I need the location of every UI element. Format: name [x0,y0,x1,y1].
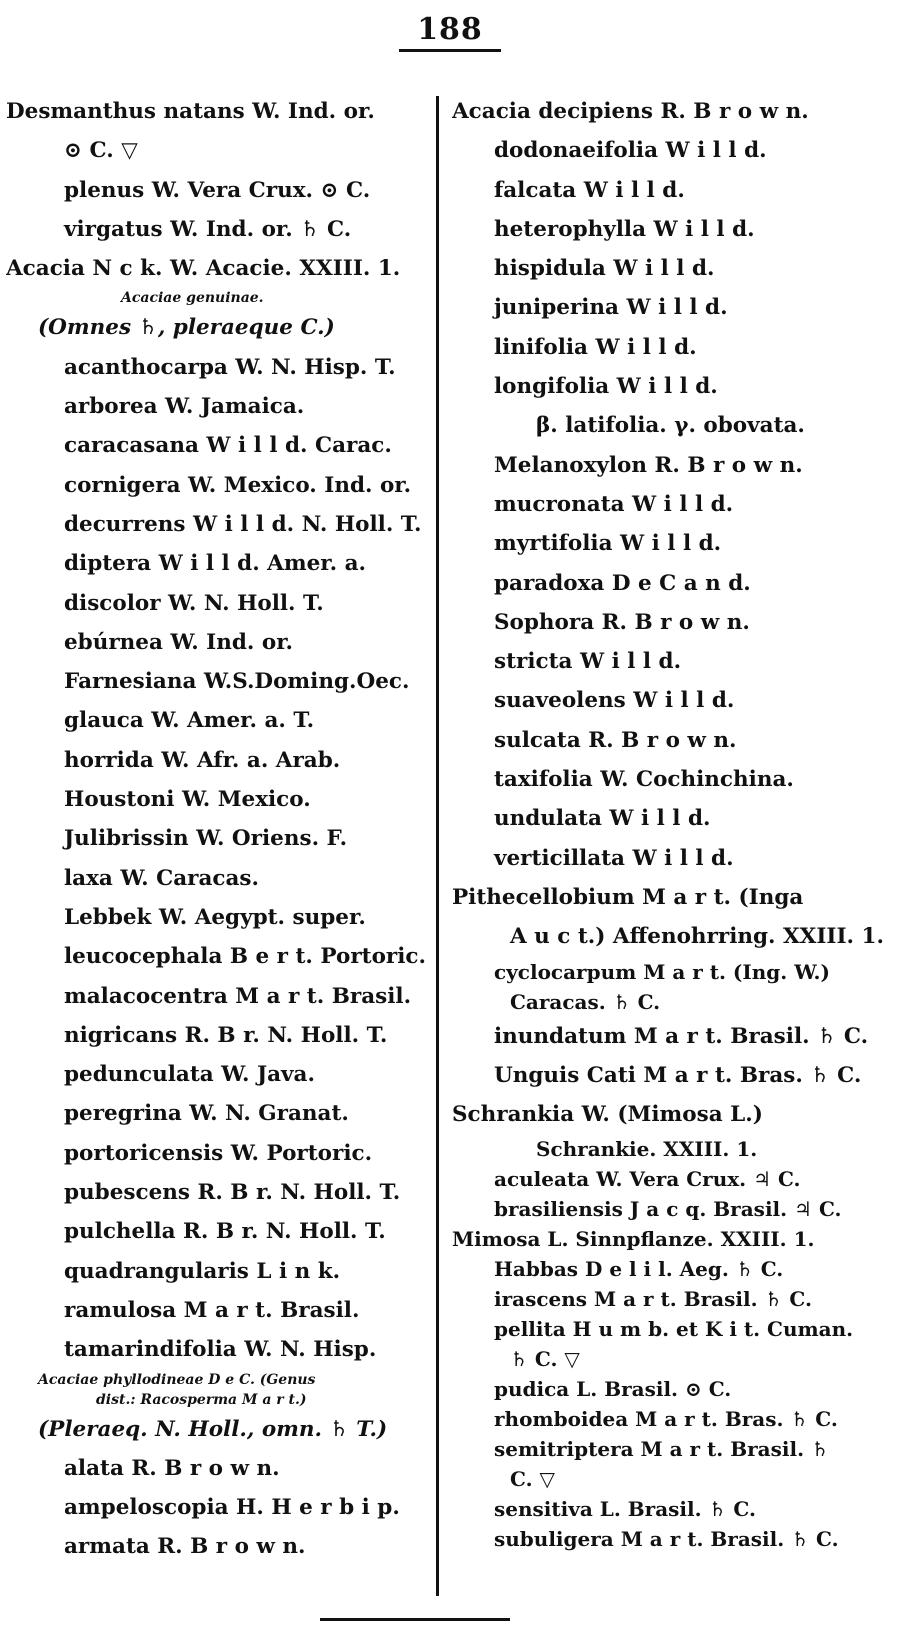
entry-line: armata R. B r o w n. [64,1534,306,1560]
entry-line: Habbas D e l i l. Aeg. ♄ C. [494,1257,784,1282]
entry-line: myrtifolia W i l l d. [494,531,722,557]
entry-line: alata R. B r o w n. [64,1455,280,1481]
entry-line: nigricans R. B r. N. Holl. T. [64,1022,388,1048]
entry-line: longifolia W i l l d. [494,374,718,400]
entry-line: Schrankia W. (Mimosa L.) [452,1102,763,1128]
entry-line: tamarindifolia W. N. Hisp. [64,1337,377,1363]
entry-line: Julibrissin W. Oriens. F. [64,826,348,852]
entry-line: irascens M a r t. Brasil. ♄ C. [494,1287,812,1312]
entry-line: virgatus W. Ind. or. ♄ C. [64,216,352,242]
entry-line: semitriptera M a r t. Brasil. ♄ [494,1437,829,1462]
entry-line: A u c t.) Affenohrring. XXIII. 1. [510,924,884,950]
right-column [452,92,897,1554]
entry-line: leucocephala B e r t. Portoric. [64,944,426,970]
left-column [6,92,436,1567]
entry-line: discolor W. N. Holl. T. [64,590,324,616]
entry-line: acanthocarpa W. N. Hisp. T. [64,354,396,380]
entry-line: dodonaeifolia W i l l d. [494,138,767,164]
entry-line: laxa W. Caracas. [64,865,260,891]
entry-line: verticillata W i l l d. [494,845,734,871]
entry-line: brasiliensis J a c q. Brasil. ♃ C. [494,1197,842,1222]
entry-line: pulchella R. B r. N. Holl. T. [64,1219,386,1245]
entry-line: Lebbek W. Aegypt. super. [64,904,366,930]
entry-line: cyclocarpum M a r t. (Ing. W.) [494,959,830,984]
entry-line: plenus W. Vera Crux. ⊙ C. [64,177,371,203]
entry-line: rhomboidea M a r t. Bras. ♄ C. [494,1407,838,1432]
entry-line: pudica L. Brasil. ⊙ C. [494,1377,732,1402]
footer-rule [320,1618,510,1621]
entry-line: ♄ C. ▽ [510,1347,580,1372]
entry-line: arborea W. Jamaica. [64,394,305,420]
entry-line: stricta W i l l d. [494,649,682,675]
entry-line: Mimosa L. Sinnpflanze. XXIII. 1. [452,1227,815,1252]
entry-line: Schrankie. XXIII. 1. [536,1137,758,1162]
entry-line: quadrangularis L i n k. [64,1258,341,1284]
entry-line: Acaciae phyllodineae D e C. (Genus [38,1371,316,1388]
entry-line: ampeloscopia H. H e r b i p. [64,1495,400,1521]
entry-line: glauca W. Amer. a. T. [64,708,315,734]
entry-line: Desmanthus natans W. Ind. or. [6,99,375,124]
entry-line: β. latifolia. γ. obovata. [536,413,805,439]
entry-line: undulata W i l l d. [494,806,711,832]
entry-line: caracasana W i l l d. Carac. [64,433,392,459]
entry-line: ramulosa M a r t. Brasil. [64,1297,360,1323]
entry-line: subuligera M a r t. Brasil. ♄ C. [494,1527,839,1552]
entry-line: sulcata R. B r o w n. [494,727,737,753]
entry-line: Acaciae genuinae. [121,290,264,307]
entry-line: paradoxa D e C a n d. [494,570,751,596]
entry-line: heterophylla W i l l d. [494,216,755,242]
entry-line: ebúrnea W. Ind. or. [64,629,294,655]
entry-line: pedunculata W. Java. [64,1062,315,1088]
entry-line: (Pleraeq. N. Holl., omn. ♄ T.) [38,1416,388,1442]
entry-line: Farnesiana W.S.Doming.Oec. [64,669,410,695]
entry-line: pellita H u m b. et K i t. Cuman. [494,1317,854,1342]
entry-line: Acacia N c k. W. Acacie. XXIII. 1. [6,256,401,282]
entry-line: Caracas. ♄ C. [510,989,661,1014]
page-header [0,12,900,52]
entry-line: Sophora R. B r o w n. [494,609,750,635]
entry-line: (Omnes ♄, pleraeque C.) [38,315,335,341]
entry-line: decurrens W i l l d. N. Holl. T. [64,511,422,537]
entry-line: malacocentra M a r t. Brasil. [64,983,412,1009]
entry-line: Houstoni W. Mexico. [64,787,311,813]
entry-line: taxifolia W. Cochinchina. [494,767,794,793]
entry-line: falcata W i l l d. [494,177,685,203]
column-divider [436,96,439,1596]
entry-line: horrida W. Afr. a. Arab. [64,747,341,773]
page-number: 188 [399,12,501,52]
entry-line: Melanoxylon R. B r o w n. [494,452,803,478]
entry-line: dist.: Racosperma M a r t.) [96,1391,307,1408]
entry-line: ⊙ C. ▽ [64,138,138,164]
entry-line: sensitiva L. Brasil. ♄ C. [494,1497,756,1522]
entry-line: portoricensis W. Portoric. [64,1140,373,1166]
entry-line: C. ▽ [510,1467,555,1492]
entry-line: Acacia decipiens R. B r o w n. [452,99,809,124]
entry-line: Unguis Cati M a r t. Bras. ♄ C. [494,1062,862,1088]
entry-line: inundatum M a r t. Brasil. ♄ C. [494,1023,869,1049]
entry-line: diptera W i l l d. Amer. a. [64,551,367,577]
entry-line: mucronata W i l l d. [494,491,734,517]
entry-line: juniperina W i l l d. [494,295,728,321]
entry-line: hispidula W i l l d. [494,256,715,282]
entry-line: peregrina W. N. Granat. [64,1101,349,1127]
entry-line: aculeata W. Vera Crux. ♃ C. [494,1167,801,1192]
entry-line: suaveolens W i l l d. [494,688,735,714]
entry-line: cornigera W. Mexico. Ind. or. [64,472,412,498]
entry-line: linifolia W i l l d. [494,334,697,360]
entry-line: pubescens R. B r. N. Holl. T. [64,1180,401,1206]
entry-line: Pithecellobium M a r t. (Inga [452,884,804,910]
